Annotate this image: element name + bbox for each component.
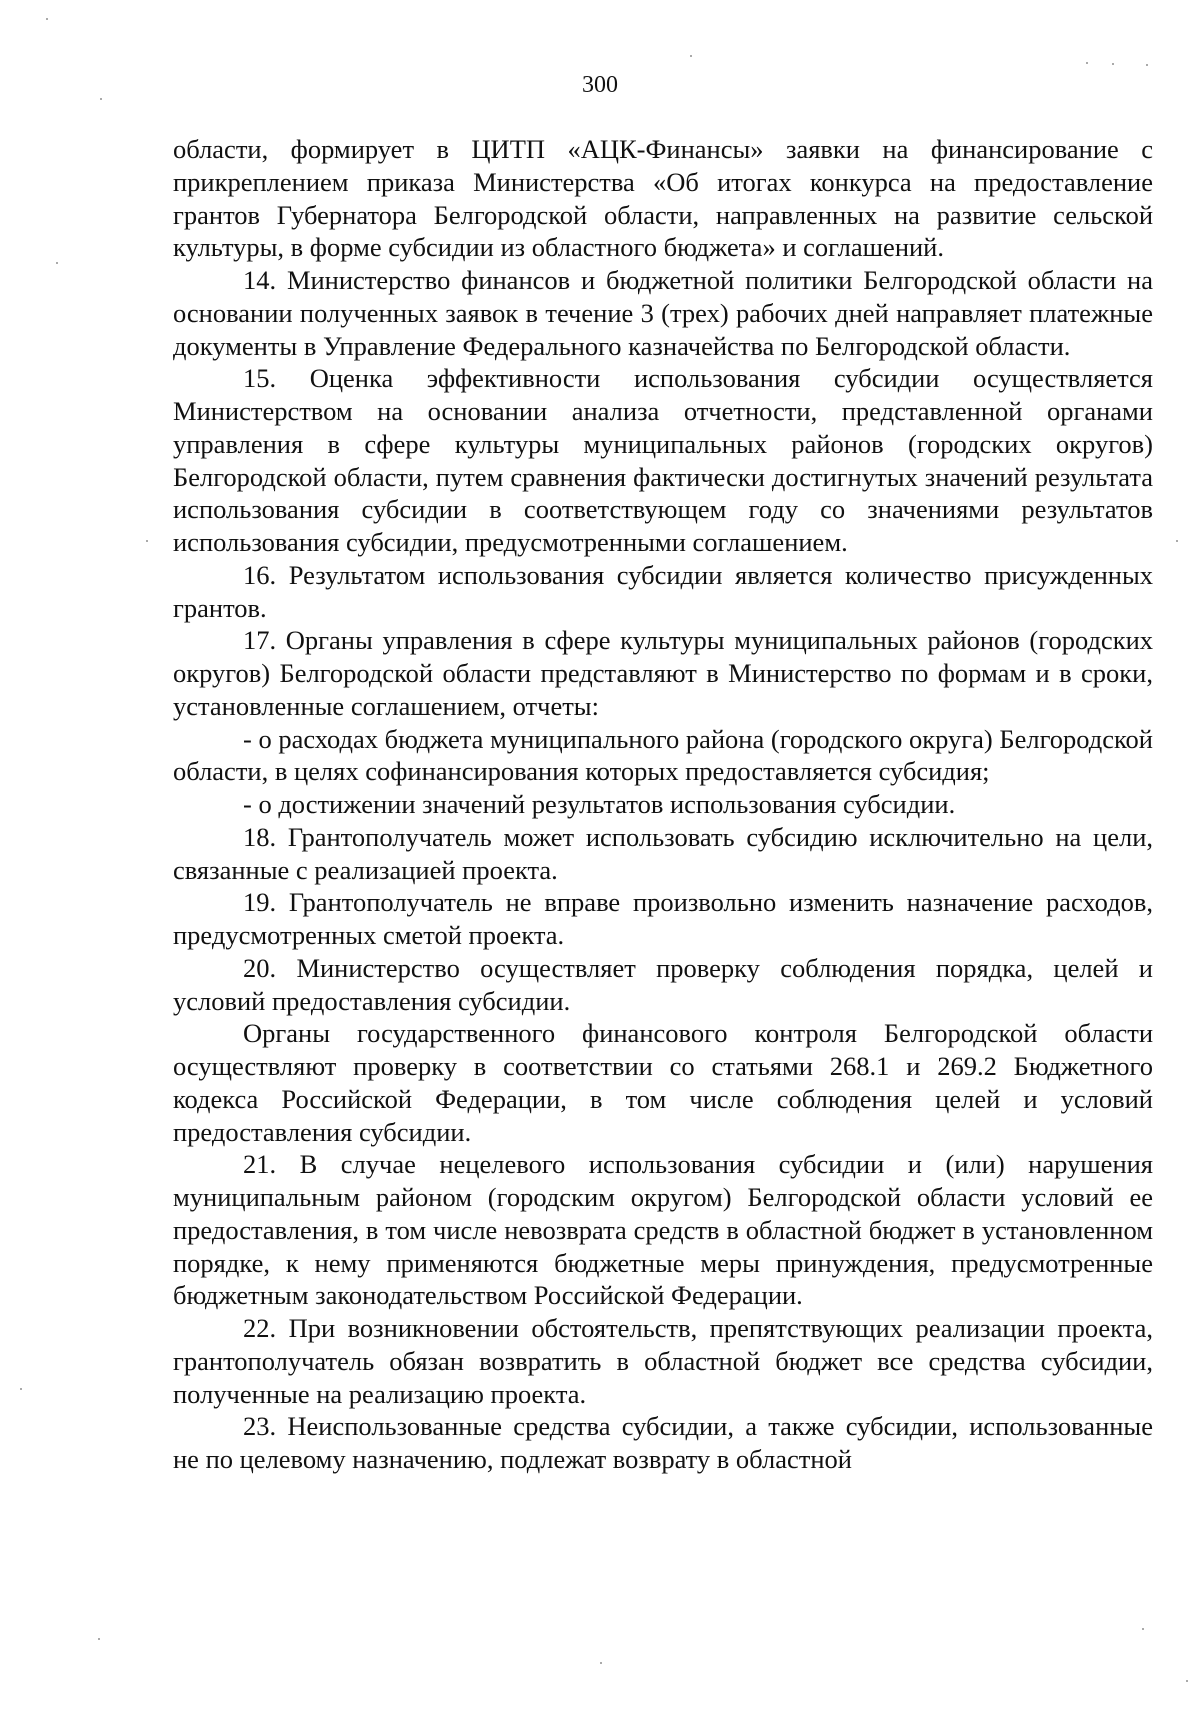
scan-speck [56, 262, 58, 264]
paragraph-18: 18. Грантополучатель может использовать субсидию исключительно на цели, связанные с реализацией проекта. [173, 821, 1153, 885]
paragraph-14: 14. Министерство финансов и бюджетной политики Белгородской области на основании полученных заявок в течение 3 (трех) рабочих дней направляет платежные документы в Управление Федерального казначейства по Белгородской области. [173, 265, 1153, 361]
scan-speck [1086, 62, 1088, 64]
paragraph-17-item-expenses: - о расходах бюджета муниципального района (городского округа) Белгородской области, в целях софинансирования которых предоставляется субсидия; [173, 723, 1153, 787]
scan-speck [98, 1638, 100, 1640]
paragraph-17: 17. Органы управления в сфере культуры муниципальных районов (городских округов) Белгородской области представляют в Министерство по формам и в сроки, установленные соглашением, отчеты: [173, 625, 1153, 721]
scan-speck [146, 540, 148, 542]
paragraph-19: 19. Грантополучатель не вправе произвольно изменить назначение расходов, предусмотренных сметой проекта. [173, 887, 1153, 950]
paragraph-23: 23. Неиспользованные средства субсидии, а также субсидии, использованные не по целевому назначению, подлежат возврату в областной [173, 1411, 1153, 1474]
scan-speck [1176, 540, 1178, 542]
paragraph-17-item-results: - о достижении значений результатов использования субсидии. [243, 789, 956, 819]
scan-speck [1142, 1628, 1144, 1630]
paragraph-continuation: области, формирует в ЦИТП «АЦК-Финансы» заявки на финансирование с прикреплением приказа Министерства «Об итогах конкурса на предоставление грантов Губернатора Белгородской области, направленных на развитие сельской культуры, в форме субсидии из областного бюджета» и соглашений. [173, 134, 1153, 263]
paragraph-21: 21. В случае нецелевого использования субсидии и (или) нарушения муниципальным районом (городским округом) Белгородской области условий ее предоставления, в том числе невозврата средств в областной бюджет в установленном порядке, к нему применяются бюджетные меры принуждения, предусмотренные бюджетным законодательством Российской Федерации. [173, 1149, 1153, 1311]
scan-speck [46, 18, 48, 20]
paragraph-20-control: Органы государственного финансового контроля Белгородской области осуществляют проверку в соответствии со статьями 268.1 и 269.2 Бюджетного кодекса Российской Федерации, в том числе соблюдения целей и условий предоставления субсидии. [173, 1018, 1153, 1147]
scan-speck [20, 1388, 22, 1390]
paragraph-16: 16. Результатом использования субсидии является количество присужденных грантов. [173, 559, 1153, 623]
scan-speck [1146, 64, 1148, 66]
document-body [173, 133, 1153, 1476]
scan-speck [1186, 1680, 1188, 1682]
scan-speck [600, 1662, 602, 1664]
scan-speck [690, 55, 692, 57]
paragraph-15: 15. Оценка эффективности использования субсидии осуществляется Министерством на основании анализа отчетности, представленной органами управления в сфере культуры муниципальных районов (городских округов) Белгородской области, путем сравнения фактически достигнутых значений результата использования субсидии в соответствующем году со значениями результатов использования субсидии, предусмотренными соглашением. [173, 363, 1153, 557]
scan-speck [1112, 63, 1114, 65]
paragraph-22: 22. При возникновении обстоятельств, препятствующих реализации проекта, грантополучатель обязан возвратить в областной бюджет все средства субсидии, полученные на реализацию проекта. [173, 1313, 1153, 1409]
scan-speck [100, 98, 102, 100]
paragraph-20: 20. Министерство осуществляет проверку соблюдения порядка, целей и условий предоставления субсидии. [173, 952, 1153, 1016]
page-number: 300 [582, 72, 618, 98]
